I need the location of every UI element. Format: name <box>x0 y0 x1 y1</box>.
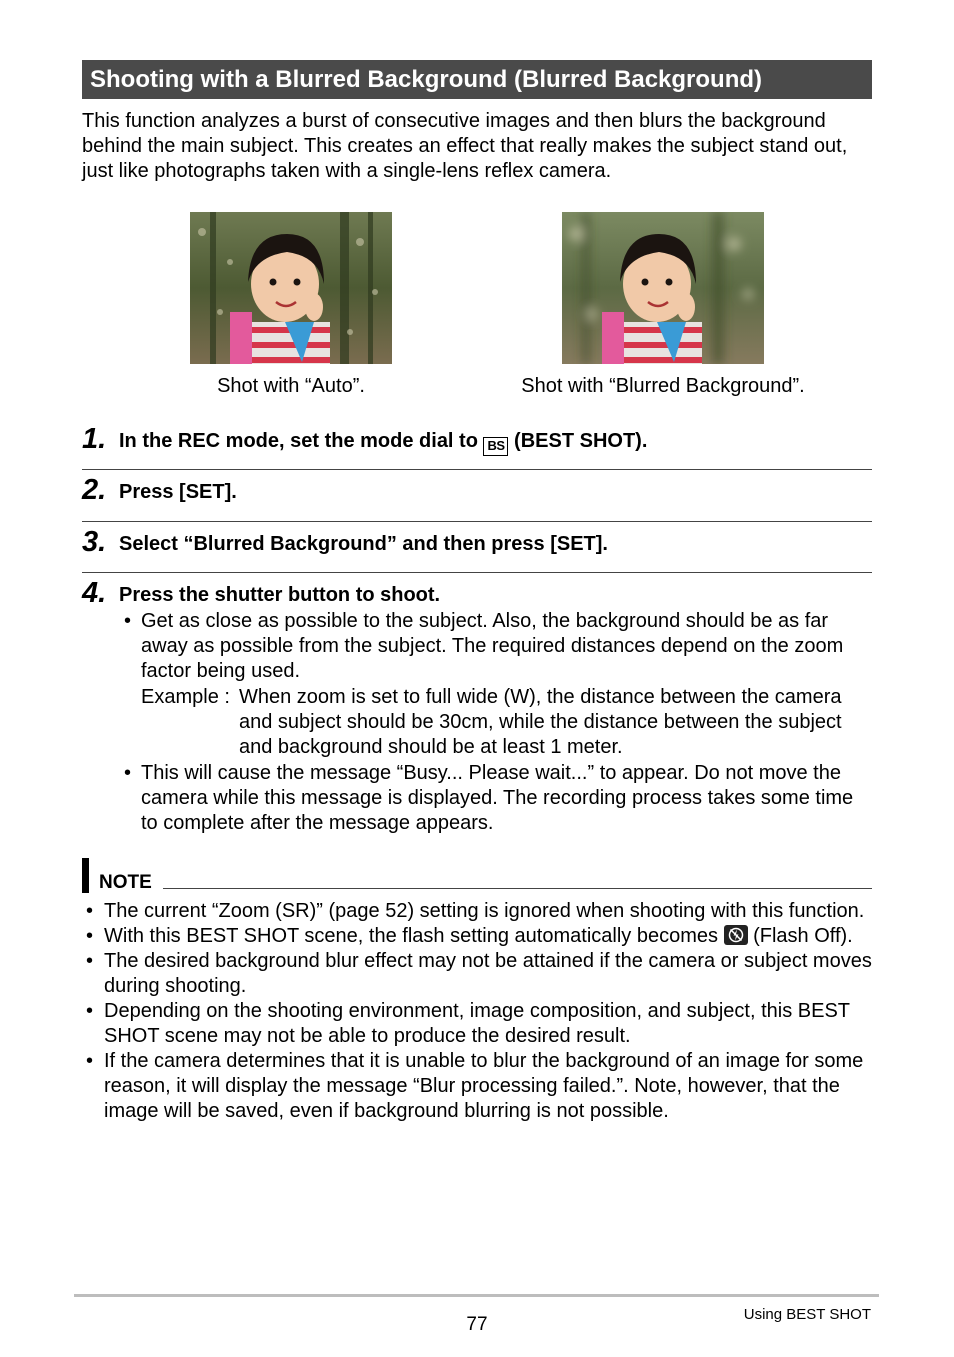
example <box>141 685 872 760</box>
section-name: Using BEST SHOT <box>743 1306 871 1323</box>
list-item: • Get as close as possible to the subject. Also, the background should be as far away as possible from the subject. The required distances depend on the zoom factor being used. Example : When zoom is set to full wide (W), the distance between the camera and subject should be 30cm, while the distance between the subject and background should be at least 1 meter. <box>124 609 872 760</box>
step-number: 4. <box>82 577 107 609</box>
divider <box>82 521 872 522</box>
list-item: • The desired background blur effect may not be attained if the camera or subject moves during shooting. <box>86 950 872 997</box>
example-text: When zoom is set to full wide (W), the distance between the camera and subject should be 30cm, while the distance between the subject and background should be at least 1 meter. <box>239 686 842 758</box>
step-text: Press the shutter button to shoot. <box>119 584 441 606</box>
list-item: • The current “Zoom (SR)” (page 52) setting is ignored when shooting with this function. <box>86 900 865 922</box>
step-text: Press [SET]. <box>119 481 237 503</box>
divider <box>82 469 872 470</box>
example-label: Example : <box>141 686 230 708</box>
step-text: Select “Blurred Background” and then press [SET]. <box>119 533 608 555</box>
divider <box>82 572 872 573</box>
list-item: • If the camera determines that it is unable to blur the background of an image for some reason, it will display the message “Blur processing failed.”. Note, however, that the image will be saved, even if background blurring is not possible. <box>86 1050 864 1122</box>
step-number: 2. <box>82 474 107 506</box>
footer-divider <box>74 1294 879 1297</box>
caption-blurred-background: Shot with “Blurred Background”. <box>521 375 805 397</box>
list-item: • This will cause the message “Busy... Please wait...” to appear. Do not move the camera while this message is displayed. The recording process takes some time to complete after the message appears. <box>124 762 854 834</box>
flash-off-icon <box>724 925 748 945</box>
step-text: In the REC mode, set the mode dial to BS (BEST SHOT). <box>119 429 647 456</box>
step-4-bullets <box>124 609 872 836</box>
list-item: • Depending on the shooting environment, image composition, and subject, this BEST SHOT scene may not be able to produce the desired result. <box>86 1000 850 1047</box>
caption-auto: Shot with “Auto”. <box>217 375 365 397</box>
note-label: NOTE <box>99 872 152 893</box>
step-number: 3. <box>82 526 107 558</box>
note-list <box>86 899 872 1124</box>
step-number: 1. <box>82 423 107 455</box>
page-number: 77 <box>466 1314 488 1335</box>
page-title: Shooting with a Blurred Background (Blurred Background) <box>82 60 872 99</box>
intro-paragraph: This function analyzes a burst of consecutive images and then blurs the background behind the main subject. This creates an effect that really makes the subject stand out, just like photographs taken with a single-lens reflex camera. <box>82 110 848 182</box>
photo-blurred-background <box>562 212 764 364</box>
photo-auto <box>190 212 392 364</box>
note-marker <box>82 858 89 893</box>
list-item: • With this BEST SHOT scene, the flash setting automatically becomes (Flash Off). <box>86 925 853 947</box>
bs-mode-icon: BS <box>483 437 508 456</box>
note-divider <box>163 888 872 889</box>
